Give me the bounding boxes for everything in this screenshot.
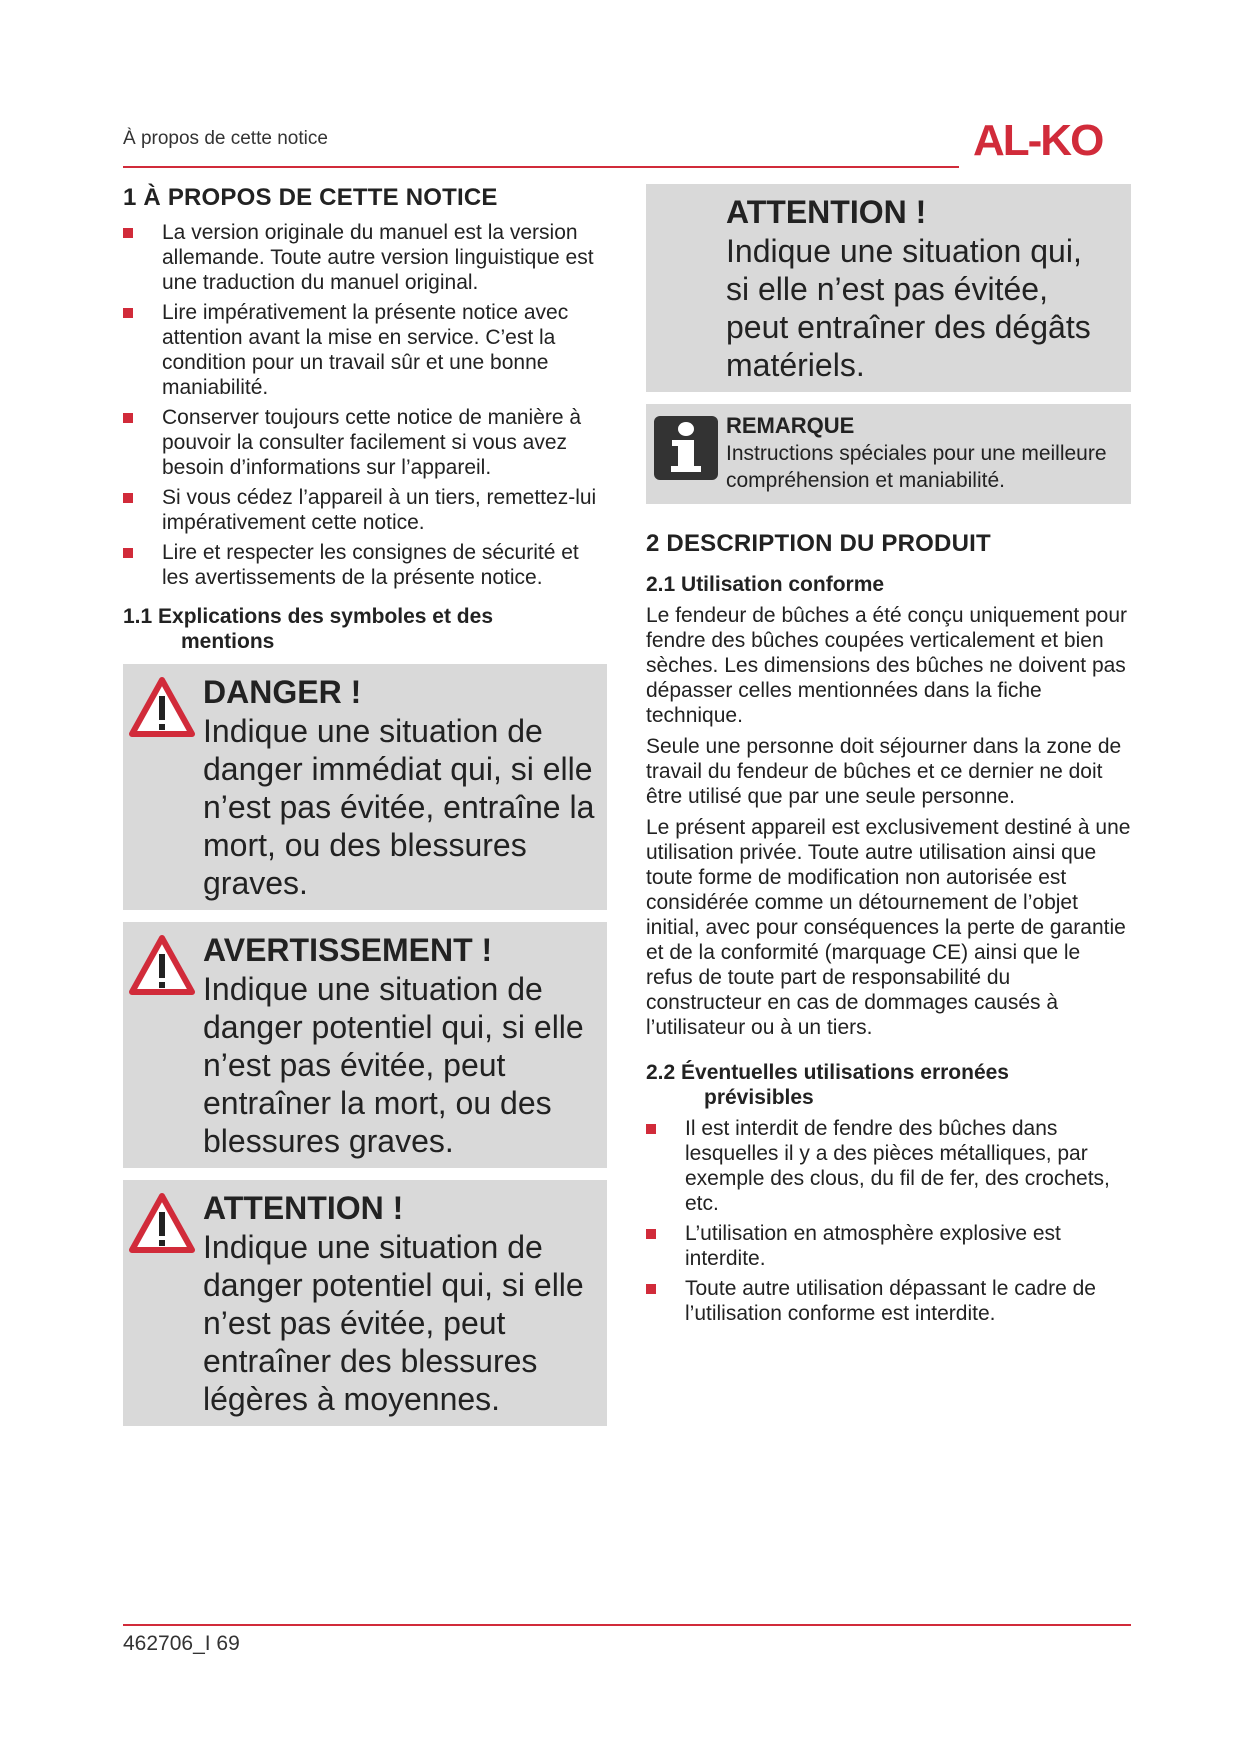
bullet-square-icon [123, 413, 133, 423]
list-item: Conserver toujours cette notice de manière à pouvoir la consulter facilement si vous avez besoin d’informations sur l’appareil. [123, 405, 607, 480]
note-box [646, 404, 1131, 504]
section-2-2-bullets [646, 1116, 1131, 1326]
header-divider [123, 166, 959, 168]
page-number: 462706_I 69 [123, 1632, 240, 1655]
list-item: Toute autre utilisation dépassant le cadre de l’utilisation conforme est interdite. [646, 1276, 1131, 1326]
list-item: Il est interdit de fendre des bûches dans lesquelles il y a des pièces métalliques, par exemple des clous, du fil de fer, des crochets, etc. [646, 1116, 1131, 1216]
paragraph: Seule une personne doit séjourner dans la zone de travail du fendeur de bûches et ce dernier ne doit être utilisé que par une seule personne. [646, 735, 1122, 808]
bullet-square-icon [646, 1124, 656, 1134]
bullet-square-icon [123, 493, 133, 503]
bullet-square-icon [123, 308, 133, 318]
section-2-title: 2 DESCRIPTION DU PRODUIT [646, 530, 991, 557]
attention-title: ATTENTION ! [726, 194, 927, 230]
paragraph: Le fendeur de bûches a été conçu uniquement pour fendre des bûches coupées verticalement et bien sèches. Les dimensions des bûches ne doivent pas dépasser celles mentionnées dans la fiche technique. [646, 604, 1128, 727]
subsection-2-1-title: 2.1 Utilisation conforme [646, 573, 885, 596]
warning-box [123, 922, 607, 1168]
list-item: Lire impérativement la présente notice avec attention avant la mise en service. C’est la condition pour un travail sûr et une bonne maniabilité. [123, 300, 607, 400]
info-icon [654, 416, 718, 480]
warning-text: Indique une situation de danger potentiel qui, si elle n’est pas évitée, peut entraîner la mort, ou des blessures graves. [203, 971, 584, 1159]
list-item: Si vous cédez l’appareil à un tiers, remettez-lui impérativement cette notice. [123, 485, 607, 535]
paragraph: Le présent appareil est exclusivement destiné à une utilisation privée. Toute autre utilisation ainsi que toute forme de modification non autorisée est considérée comme un détournement de l’objet initial, avec pour conséquences la perte de garantie et de la conformité (marquage CE) ainsi que le refus de toute part de responsabilité du constructeur en cas de dommages causés à l’utilisateur ou à un tiers. [646, 816, 1131, 1039]
subsection-2-2-title: 2.2 Éventuelles utilisations erronées prévisibles [646, 1061, 1009, 1109]
warning-triangle-icon [128, 676, 196, 738]
bullet-square-icon [646, 1284, 656, 1294]
warning-triangle-icon [128, 1192, 196, 1254]
list-item: Lire et respecter les consignes de sécurité et les avertissements de la présente notice. [123, 540, 607, 590]
alko-logo [973, 118, 1133, 160]
danger-box [123, 664, 607, 910]
section-1-title: 1 À PROPOS DE CETTE NOTICE [123, 184, 498, 211]
note-title: REMARQUE [726, 413, 855, 438]
warning-title: AVERTISSEMENT ! [203, 932, 493, 968]
caution-box [123, 1180, 607, 1426]
caution-title: ATTENTION ! [203, 1190, 404, 1226]
list-item: La version originale du manuel est la version allemande. Toute autre version linguistique est une traduction du manuel original. [123, 220, 607, 295]
caution-text: Indique une situation de danger potentiel qui, si elle n’est pas évitée, peut entraîner des blessures légères à moyennes. [203, 1229, 584, 1417]
bullet-square-icon [123, 228, 133, 238]
note-text: Instructions spéciales pour une meilleure compréhension et maniabilité. [726, 442, 1107, 492]
footer-divider [123, 1624, 1131, 1626]
left-column [123, 184, 607, 1426]
right-column [646, 184, 1131, 1331]
bullet-square-icon [646, 1229, 656, 1239]
danger-title: DANGER ! [203, 674, 362, 710]
subsection-1-1-title: 1.1 Explications des symboles et des mentions [123, 605, 493, 653]
attention-text: Indique une situation qui, si elle n’est pas évitée, peut entraîner des dégâts matériels. [726, 233, 1091, 383]
bullet-square-icon [123, 548, 133, 558]
list-item: L’utilisation en atmosphère explosive est interdite. [646, 1221, 1131, 1271]
logo-text: AL-KO [973, 118, 1103, 160]
section-1-bullets [123, 220, 607, 590]
attention-box [646, 184, 1131, 392]
warning-triangle-icon [128, 934, 196, 996]
danger-text: Indique une situation de danger immédiat qui, si elle n’est pas évitée, entraîne la mort, ou des blessures graves. [203, 713, 595, 901]
page-header-title: À propos de cette notice [123, 128, 328, 149]
